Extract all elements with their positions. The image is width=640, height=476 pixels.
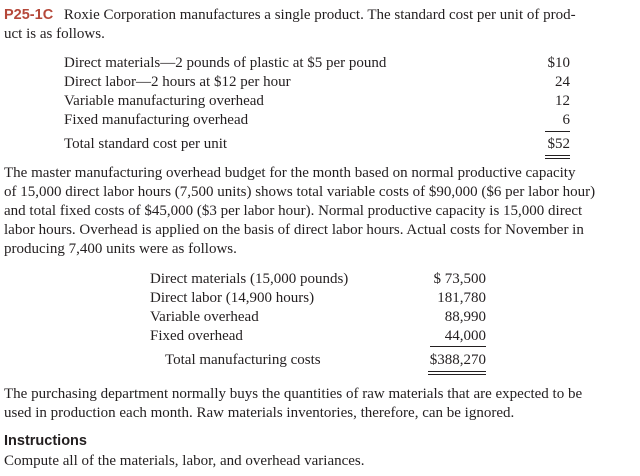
actual-cost-label: Variable overhead [150, 309, 259, 325]
problem-intro [4, 6, 576, 25]
paragraph-line: labor hours. Overhead is applied on the basis of direct labor hours. Actual costs for November in [4, 222, 584, 238]
intro-line-2: uct is as follows. [4, 26, 105, 42]
actual-cost-value: 88,990 [444, 309, 486, 325]
standard-cost-total-label: Total standard cost per unit [64, 136, 228, 152]
standard-cost-subtotal-rule [545, 131, 570, 132]
actual-cost-value: 181,780 [437, 290, 486, 306]
standard-cost-value: 24 [555, 74, 570, 90]
actual-costs-total-rule [428, 374, 486, 375]
standard-cost-value: 12 [555, 93, 570, 109]
actual-cost-label: Fixed overhead [150, 328, 243, 344]
problem-number: P25-1C [4, 7, 54, 23]
actual-cost-label: Direct materials (15,000 pounds) [150, 271, 349, 287]
instructions-heading: Instructions [4, 433, 87, 449]
actual-cost-label: Direct labor (14,900 hours) [150, 290, 315, 306]
instructions-text: Compute all of the materials, labor, and overhead variances. [4, 453, 365, 469]
standard-cost-total-rule [545, 155, 570, 156]
standard-cost-label: Direct materials—2 pounds of plastic at $5 per pound [64, 55, 387, 71]
standard-cost-label: Fixed manufacturing overhead [64, 112, 249, 128]
standard-cost-value: $10 [547, 55, 570, 71]
standard-cost-total-value: $52 [547, 136, 570, 152]
standard-cost-label: Variable manufacturing overhead [64, 93, 264, 109]
paragraph-line: used in production each month. Raw materials inventories, therefore, can be ignored. [4, 405, 515, 421]
standard-cost-label: Direct labor—2 hours at $12 per hour [64, 74, 291, 90]
paragraph-line: and total fixed costs of $45,000 ($3 per labor hour). Normal productive capacity is 15,000 direct [4, 203, 583, 219]
actual-costs-total-rule [428, 371, 486, 372]
standard-cost-total-rule [545, 158, 570, 159]
actual-costs-total-value: $388,270 [429, 352, 486, 368]
standard-cost-value: 6 [562, 112, 570, 128]
intro-line-1: Roxie Corporation manufactures a single product. The standard cost per unit of prod- [63, 7, 576, 23]
actual-costs-total-label: Total manufacturing costs [165, 352, 321, 368]
actual-costs-subtotal-rule [430, 346, 486, 347]
paragraph-line: producing 7,400 units were as follows. [4, 241, 237, 257]
paragraph-line: The purchasing department normally buys the quantities of raw materials that are expected to be [4, 386, 583, 402]
actual-cost-value: 44,000 [444, 328, 486, 344]
paragraph-line: The master manufacturing overhead budget for the month based on normal productive capacity [4, 165, 576, 181]
actual-cost-value: $ 73,500 [433, 271, 486, 287]
paragraph-line: of 15,000 direct labor hours (7,500 units) shows total variable costs of $90,000 ($6 per labor hour) [4, 184, 596, 200]
